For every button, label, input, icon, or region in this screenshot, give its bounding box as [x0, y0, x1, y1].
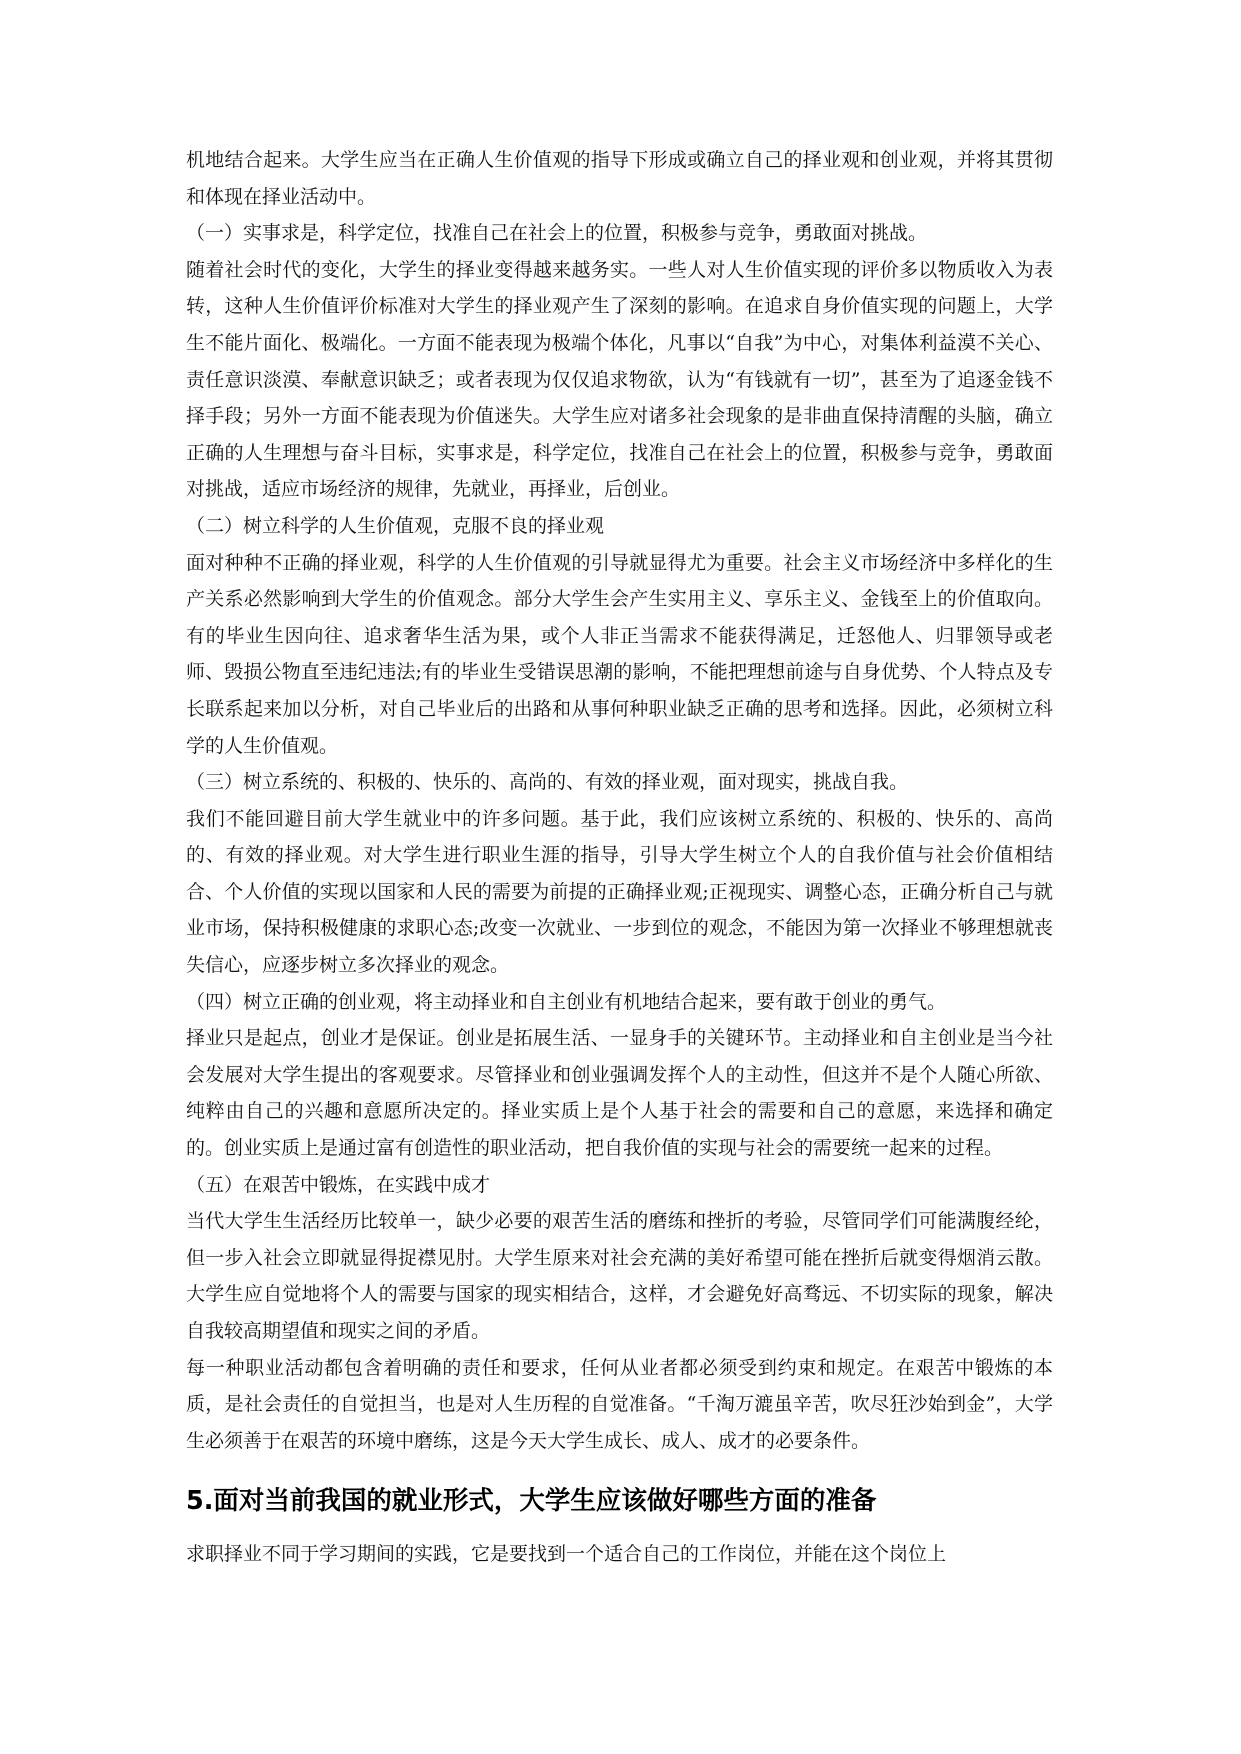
paragraph-section-1: 随着社会时代的变化，大学生的择业变得越来越务实。一些人对人生价值实现的评价多以物质收入为表转，这种人生价值评价标准对大学生的择业观产生了深刻的影响。在追求自身价值实现的问题上，大学生不能片面化、极端化。一方面不能表现为极端个体化，凡事以“自我”为中心，对集体利益漠不关心、责任意识淡漠、奉献意识缺乏；或者表现为仅仅追求物欲，认为“有钱就有一切”，甚至为了追逐金钱不择手段；另外一方面不能表现为价值迷失。大学生应对诸多社会现象的是非曲直保持清醒的头脑，确立正确的人生理想与奋斗目标，实事求是，科学定位，找准自己在社会上的位置，积极参与竞争，勇敢面对挑战，适应市场经济的规律，先就业，再择业，后创业。 [186, 258, 1053, 501]
section-heading-1: （一）实事求是，科学定位，找准自己在社会上的位置，积极参与竞争，勇敢面对挑战。 [186, 222, 928, 245]
section-heading-5: （五）在艰苦中锻炼，在实践中成才 [186, 1173, 491, 1196]
document-page [186, 142, 1053, 1573]
paragraph-section-5b: 每一种职业活动都包含着明确的责任和要求，任何从业者都必须受到约束和规定。在艰苦中锻炼的本质，是社会责任的自觉担当，也是对人生历程的自觉准备。“千淘万漉虽辛苦，吹尽狂沙始到金”，大学生必须善于在艰苦的环境中磨练，这是今天大学生成长、成人、成才的必要条件。 [186, 1356, 1053, 1452]
section-heading-4: （四）树立正确的创业观，将主动择业和自主创业有机地结合起来，要有敢于创业的勇气。 [186, 990, 947, 1013]
paragraph-section-4: 择业只是起点，创业才是保证。创业是拓展生活、一显身手的关键环节。主动择业和自主创业是当今社会发展对大学生提出的客观要求。尽管择业和创业强调发挥个人的主动性，但这并不是个人随心所欲、纯粹由自己的兴趣和意愿所决定的。择业实质上是个人基于社会的需要和自己的意愿，来选择和确定的。创业实质上是通过富有创造性的职业活动，把自我价值的实现与社会的需要统一起来的过程。 [186, 1027, 1053, 1160]
paragraph-section-5a: 当代大学生生活经历比较单一，缺少必要的艰苦生活的磨练和挫折的考验，尽管同学们可能满腹经纶，但一步入社会立即就显得捉襟见肘。大学生原来对社会充满的美好希望可能在挫折后就变得烟消云散。大学生应自觉地将个人的需要与国家的现实相结合，这样，才会避免好高骛远、不切实际的现象，解决自我较高期望值和现实之间的矛盾。 [186, 1210, 1053, 1342]
paragraph-section-2: 面对种种不正确的择业观，科学的人生价值观的引导就显得尤为重要。社会主义市场经济中多样化的生产关系必然影响到大学生的价值观念。部分大学生会产生实用主义、享乐主义、金钱至上的价值取向。有的毕业生因向往、追求奢华生活为果，或个人非正当需求不能获得满足，迁怒他人、归罪领导或老师、毁损公物直至违纪违法;有的毕业生受错误思潮的影响，不能把理想前途与自身优势、个人特点及专长联系起来加以分析，对自己毕业后的出路和从事何种职业缺乏正确的思考和选择。因此，必须树立科学的人生价值观。 [186, 551, 1053, 757]
paragraph-answer-start: 求职择业不同于学习期间的实践，它是要找到一个适合自己的工作岗位，并能在这个岗位上 [186, 1543, 947, 1566]
section-heading-2: （二）树立科学的人生价值观，克服不良的择业观 [186, 514, 605, 537]
question-heading: 5.面对当前我国的就业形式，大学生应该做好哪些方面的准备 [186, 1486, 877, 1517]
paragraph-intro: 机地结合起来。大学生应当在正确人生价值观的指导下形成或确立自己的择业观和创业观，并将其贯彻和体现在择业活动中。 [186, 149, 1053, 208]
paragraph-section-3: 我们不能回避目前大学生就业中的许多问题。基于此，我们应该树立系统的、积极的、快乐的、高尚的、有效的择业观。对大学生进行职业生涯的指导，引导大学生树立个人的自我价值与社会价值相结合、个人价值的实现以国家和人民的需要为前提的正确择业观;正视现实、调整心态，正确分析自己与就业市场，保持积极健康的求职心态;改变一次就业、一步到位的观念，不能因为第一次择业不够理想就丧失信心，应逐步树立多次择业的观念。 [186, 807, 1053, 977]
section-heading-3: （三）树立系统的、积极的、快乐的、高尚的、有效的择业观，面对现实，挑战自我。 [186, 771, 909, 794]
